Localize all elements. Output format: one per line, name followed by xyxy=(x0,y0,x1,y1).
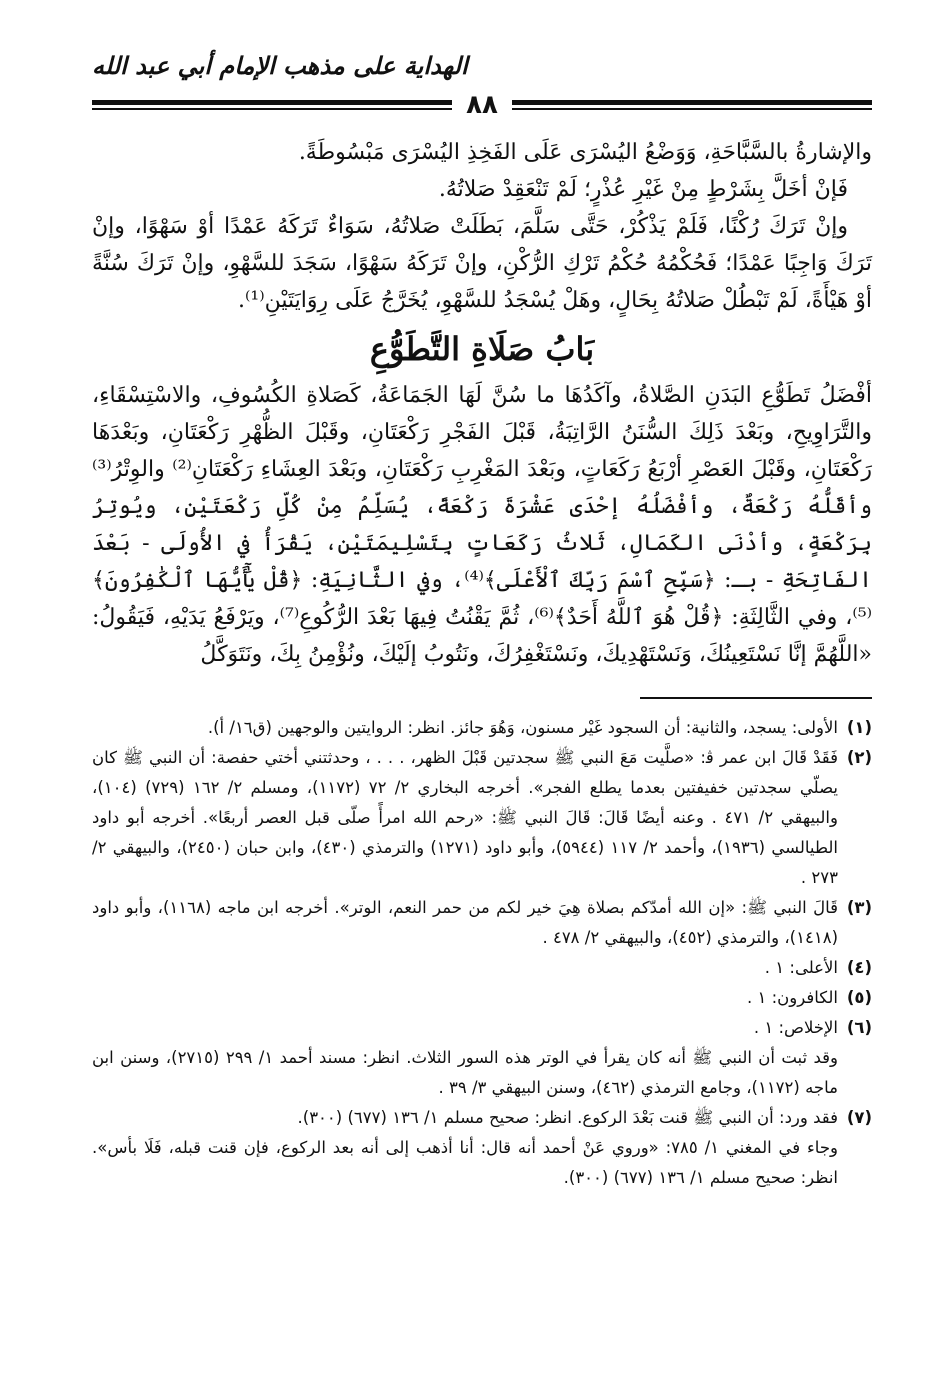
running-title: الهداية على مذهب الإمام أبي عبد الله xyxy=(92,52,468,80)
footnote-text: الأعلى: ١ . xyxy=(764,958,838,977)
footnote-number: (٤) xyxy=(846,958,872,977)
footnote-separator xyxy=(640,697,872,699)
footnote-number: (٢) xyxy=(846,748,872,767)
footnote-continuation: وقد ثبت أن النبي ﷺ أنه كان يقرأ في الوتر هذه السور الثلاث. انظر: مسند أحمد ١/ ٢٩٩ (٢٧١٥)، وسنن ابن ماجه (١١٧٢)، وجامع الترمذي (٤٦٢)، وسنن البيهقي ٣/ ٣٩ . xyxy=(92,1048,839,1097)
footnote-text: وجاء في المغني ١/ ٧٨٥: «وروي عَنْ أحمد أنه قال: أنا أذهب إلى أنه بعد الركوع، فإن قنت قبله، فَلَا بأس». انظر: صحيح مسلم ١/ ١٣٦ (٦٧٧) (٣٠٠). xyxy=(92,1138,838,1187)
paragraph: والإشارةُ بالسَّبَّاحَةِ، وَوَضْعُ اليُسْرَى عَلَى الفَخِذِ اليُسْرَى مَبْسُوطَةً. xyxy=(298,140,872,165)
footnote xyxy=(92,1013,872,1043)
footnote xyxy=(92,743,872,893)
footnote-number: (١) xyxy=(846,718,872,737)
footnote-body xyxy=(92,953,838,983)
chapter-heading: بَابُ صَلَاةِ التَّطَوُّعِ xyxy=(369,330,595,368)
footnote xyxy=(92,1103,872,1193)
footnote xyxy=(92,983,872,1013)
book-page xyxy=(92,40,872,1193)
page-number-thin-rule xyxy=(512,108,872,110)
footnote xyxy=(92,953,872,983)
footnote-body xyxy=(92,713,838,743)
chapter-paragraph: أفْضَلُ تَطَوُّعِ البَدَنِ الصَّلاةُ، وآكَدُهَا ما سُنَّ لَهَا الجَمَاعَةُ، كَصَلاةِ الكُسُوفِ، والاسْتِسْقَاءِ، والتَّرَاوِيحِ، وبَعْدَ ذَلِكَ السُّنَنُ الرَّاتِبَةُ، قَبْلَ الفَجْرِ رَكْعَتَانِ، وقَبْلَ الظُّهْرِ رَكْعَتَانِ، وبَعْدَهَا رَكْعَتَانِ، وقَبْلَ العَصْرِ أرْبَعُ رَكَعَاتٍ، وبَعْدَ المَغْرِبِ رَكْعَتَانِ، وبَعْدَ العِشَاءِ رَكْعَتَانِ⁽²⁾ والوِتْرُ⁽³⁾ وأقَلُّهُ رَكْعَةٌ، وأفْضَلُهُ إحْدَى عَشْرَةَ رَكْعَةً، يُسَلِّمُ مِنْ كُلِّ رَكْعَتَيْنِ، ويُوتِرُ بِرَكْعَةٍ، وأدْنَى الكَمَالِ، ثَلاثُ رَكَعَاتٍ بِتَسْلِيمَتَيْنِ، يَقْرَأُ في الأُولَى - بَعْدَ الفَاتِحَةِ - بـ: ﴿سَبِّحِ ٱسْمَ رَبِّكَ ٱلْأَعْلَى﴾⁽⁴⁾، وفي الثَّانِيَةِ: ﴿قُلْ يَٰٓأَيُّهَا ٱلْكَٰفِرُونَ﴾⁽⁵⁾، وفي الثَّالِثَةِ: ﴿قُلْ هُوَ ٱللَّهُ أَحَدٌ﴾⁽⁶⁾، ثُمَّ يَقْنُتُ فِيهَا بَعْدَ الرُّكُوعِ⁽⁷⁾، ويَرْفَعُ يَدَيْهِ، فَيَقُولُ: «اللَّهُمَّ إنَّا نَسْتَعِينُكَ، وَنَسْتَهْدِيكَ، ونَسْتَغْفِرُكَ، ونَتُوبُ إلَيْكَ، ونُؤْمِنُ بِكَ، ونَتَوَكَّلُ xyxy=(92,383,873,667)
footnote xyxy=(92,713,872,743)
running-header xyxy=(92,40,872,86)
footnote-text: قَالَ النبي ﷺ: «إن الله أمدّكم بصلاة هِيَ خير لكم من حمر النعم، الوتر». أخرجه ابن ماجه (١١٦٨)، وأبو داود (١٤١٨)، والترمذي (٤٥٢)، والبيهقي ٢/ ٤٧٨ . xyxy=(92,898,838,947)
footnote-body xyxy=(92,1013,838,1043)
footnote-text: الإخلاص: ١ . xyxy=(753,1018,838,1037)
footnote-text: فَقَدْ قَالَ ابن عمر ﭬ: «صلَّيت مَعَ النبي ﷺ سجدتين قَبْلَ الظهر، . . . ، وحدثتني أختي حفصة: أن النبي ﷺ كان يصلّي سجدتين خفيفتين بعدما يطلع الفجر». أخرجه البخاري ٢/ ٧٢ (١١٧٢)، ومسلم ٢/ ١٦٢ (٧٢٩) (١٠٤)، والبيهقي ٢/ ٤٧١ . وعنه أيضًا قَالَ: قَالَ النبي ﷺ: «رحم الله امرأً صلّى قبل العصر أربعًا». أخرجه أبو داود الطيالسي (١٩٣٦)، وأحمد ٢/ ١١٧ (٥٩٤٤)، وأبو داود (١٢٧١) والترمذي (٤٣٠)، وابن حبان (٢٤٥٠)، والبيهقي ٢/ ٢٧٣ . xyxy=(92,748,839,887)
footnote-body xyxy=(92,893,838,953)
main-text xyxy=(92,134,872,673)
header-thin-rule xyxy=(92,108,452,110)
paragraph: فَإنْ أخَلَّ بِشَرْطٍ مِنْ غَيْرِ عُذْرٍ؛ لَمْ تَنْعَقِدْ صَلاتُهُ. xyxy=(438,177,848,202)
page-number-thick-rule xyxy=(512,100,872,105)
header-rule-row xyxy=(92,90,872,120)
footnote xyxy=(92,893,872,953)
footnote-number: (٥) xyxy=(846,988,872,1007)
paragraph: وإنْ تَرَكَ رُكْنًا، فَلَمْ يَذْكُرْ، حَتَّى سَلَّمَ، بَطَلَتْ صَلاتُهُ، سَوَاءٌ تَرَكَهُ عَمْدًا أوْ سَهْوًا، وإنْ تَرَكَ وَاجِبًا عَمْدًا؛ فَحُكْمُهُ حُكْمُ تَرْكِ الرُّكْنِ، وإنْ تَرَكَهُ سَهْوًا، سَجَدَ للسَّهْوِ، وإنْ تَرَكَ سُنَّةً أوْ هَيْأَةً، لَمْ تَبْطُلْ صَلاتُهُ بِحَالٍ، وهَلْ يُسْجَدُ للسَّهْوِ، يُخَرَّجُ عَلَى رِوَايَتَيْنِ⁽¹⁾. xyxy=(92,214,872,313)
footnote-text: الأولى: يسجد، والثانية: أن السجود غَيْر مسنون، وَهُوَ جائز. انظر: الروايتين والوجهين (ق١٦/ أ). xyxy=(207,718,838,737)
page-number: ٨٨ xyxy=(466,90,498,120)
footnotes xyxy=(92,713,872,1193)
footnote-number: (٦) xyxy=(846,1018,872,1037)
footnote-body xyxy=(92,743,838,893)
footnote-number: (٣) xyxy=(846,898,872,917)
footnote-body xyxy=(92,983,838,1013)
header-thick-rule xyxy=(92,100,452,105)
footnote-text: فقد ورد: أن النبي ﷺ قنت بَعْدَ الركوع. انظر: صحيح مسلم ١/ ١٣٦ (٦٧٧) (٣٠٠). xyxy=(297,1108,838,1127)
footnote-text: الكافرون: ١ . xyxy=(746,988,838,1007)
footnote-number: (٧) xyxy=(846,1108,872,1127)
page-number-rule xyxy=(512,100,872,110)
header-double-rule xyxy=(92,100,452,110)
footnote-body xyxy=(92,1103,838,1193)
